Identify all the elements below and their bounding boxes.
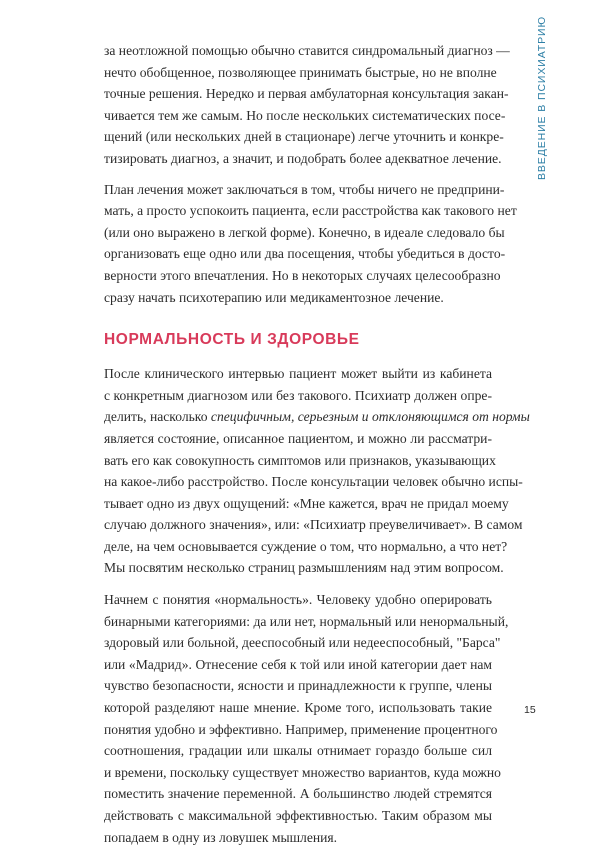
paragraph-diagnosis (104, 40, 510, 170)
text-line: чивается тем же самым. Но после нескольких систематических посе- (104, 107, 506, 123)
text-line: соотношения, градации или шкалы отнимает гораздо больше сил (104, 743, 492, 759)
text-line: деле, на чем основывается суждение о том, что нормально, а что нет? (104, 538, 508, 554)
text-line (104, 406, 530, 428)
text-line: тизировать диагноз, а значит, и подобрать более адекватное лечение. (104, 150, 502, 166)
text-line: мать, а просто успокоить пациента, если расстройства как такового нет (104, 203, 517, 219)
text-line: случаю должного значения», или: «Психиатр преувеличивает». В самом (104, 517, 523, 533)
text-line: и времени, поскольку существует множество вариантов, куда можно (104, 764, 501, 780)
text-line: понятия удобно и эффективно. Например, применение процентного (104, 721, 498, 737)
running-head-text: ВВЕДЕНИЕ В ПСИХИАТРИЮ (536, 16, 548, 180)
section-heading: НОРМАЛЬНОСТЬ И ЗДОРОВЬЕ (104, 331, 360, 349)
text-line: с конкретным диагнозом или без такового. Психиатр должен опре- (104, 387, 492, 403)
text-line: Начнем с понятия «нормальность». Человеку удобно оперировать (104, 592, 492, 608)
text-line: поместить значение переменной. А большинство людей стремятся (104, 786, 492, 802)
text-line: бинарными категориями: да или нет, нормальный или ненормальный, (104, 613, 509, 629)
text-line: тывает одно из двух ощущений: «Мне кажется, врач не придал моему (104, 495, 509, 511)
text-line: (или оно выражено в легкой форме). Конечно, в идеале следовало бы (104, 224, 505, 240)
text-line: чувство безопасности, ясности и принадлежности к группе, члены (104, 678, 492, 694)
text-line: точные решения. Нередко и первая амбулаторная консультация закан- (104, 86, 509, 102)
running-head (535, 16, 551, 180)
text-line: является состояние, описанное пациентом, и можно ли рассматри- (104, 430, 492, 446)
text-line: попадаем в одну из ловушек мышления. (104, 829, 338, 845)
text-line: на какое-либо расстройство. После консультации человек обычно испы- (104, 474, 523, 490)
text-fragment: делить, насколько (104, 409, 211, 425)
paragraph-treatment-plan (104, 179, 517, 309)
text-line: верности этого впечатления. Но в некоторых случаях целесообразно (104, 267, 501, 283)
text-line: сразу начать психотерапию или медикаментозное лечение. (104, 289, 444, 305)
paragraph-clinical-interview (104, 363, 530, 579)
text-line: или «Мадрид». Отнесение себя к той или иной категории дает нам (104, 656, 492, 672)
italic-emphasis: специфичным, серьезным и отклоняющимся от нормы (210, 409, 530, 425)
text-line: Мы посвятим несколько страниц размышлениям над этим вопросом. (104, 560, 504, 576)
text-line: После клинического интервью пациент может выйти из кабинета (104, 366, 492, 382)
text-line: План лечения может заключаться в том, чтобы ничего не предприни- (104, 181, 505, 197)
text-line: за неотложной помощью обычно ставится синдромальный диагноз — (104, 43, 510, 58)
text-line: действовать с максимальной эффективностью. Таким образом мы (104, 808, 492, 823)
text-line: организовать еще одно или два посещения, чтобы убедиться в досто- (104, 246, 506, 262)
paragraph-normality (104, 589, 509, 848)
page-number: 15 (524, 704, 536, 716)
text-line: нечто обобщенное, позволяющее принимать быстрые, но не вполне (104, 64, 497, 80)
text-line: щений (или нескольких дней в стационаре) легче уточнить и конкре- (104, 129, 504, 145)
text-line: вать его как совокупность симптомов или признаков, указывающих (104, 452, 496, 468)
text-line: здоровый или больной, дееспособный или недееспособный, "Барса" (104, 635, 501, 651)
text-line: которой разделяют наше мнение. Кроме того, использовать такие (104, 700, 492, 716)
